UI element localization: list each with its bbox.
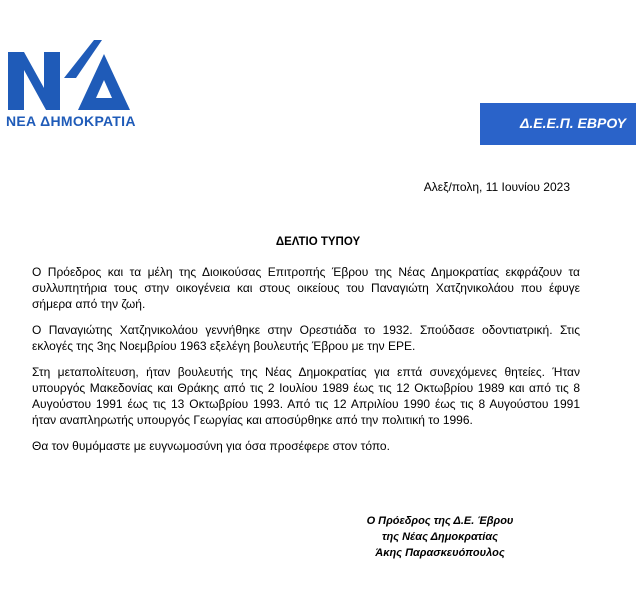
party-name: ΝΕΑ ΔΗΜΟΚΡΑΤΙΑ <box>6 113 136 129</box>
paragraph: Θα τον θυμόμαστε με ευγνωμοσύνη για όσα προσέφερε στον τόπο. <box>32 439 390 453</box>
document-title: ΔΕΛΤΙΟ ΤΥΠΟΥ <box>275 236 361 248</box>
paragraph: Ο Παναγιώτης Χατζηνικολάου γεννήθηκε στην Ορεστιάδα το 1932. Σπούδασε οδοντιατρική. Στις εκλογές της 3ης Νοεμβρίου 1963 εξελέγη βουλευτής Έβρου με την ΕΡΕ. <box>32 323 580 353</box>
signature-line: της Νέας Δημοκρατίας <box>381 531 499 543</box>
signature-block <box>340 513 540 561</box>
dateline: Αλεξ/πολη, 11 Ιουνίου 2023 <box>423 180 570 194</box>
paragraph: Στη μεταπολίτευση, ήταν βουλευτής της Νέας Δημοκρατίας για επτά συνεχόμενες θητείες. Ήταν υπουργός Μακεδονίας και Θράκης από τις 2 Ιουλίου 1989 έως τις 12 Οκτωβρίου 1989 και από τις 8 Αυγούστου 1991 έως τις 13 Οκτωβρίου 1993. Από τις 12 Απριλίου 1990 έως τις 8 Αυγούστου 1991 ήταν αναπληρωτής υπουργός Γεωργίας και αποσύρθηκε από την πολιτική το 1996. <box>32 365 580 427</box>
nd-logo-icon <box>6 40 132 112</box>
org-banner <box>480 103 636 145</box>
signature-line: Άκης Παρασκευόπουλος <box>375 547 505 559</box>
org-name: Δ.Ε.Ε.Π. ΕΒΡΟΥ <box>519 115 626 131</box>
signature-line: Ο Πρόεδρος της Δ.Ε. Έβρου <box>366 515 514 527</box>
press-release-body <box>32 264 580 464</box>
letterhead <box>0 0 636 145</box>
paragraph: Ο Πρόεδρος και τα μέλη της Διοικούσας Επιτροπής Έβρου της Νέας Δημοκρατίας εκφράζουν τα συλλυπητήρια τους στην οικογένεια και στους οικείους του Παναγιώτη Χατζηνικολάου που έφυγε σήμερα από την ζωή. <box>32 265 580 311</box>
